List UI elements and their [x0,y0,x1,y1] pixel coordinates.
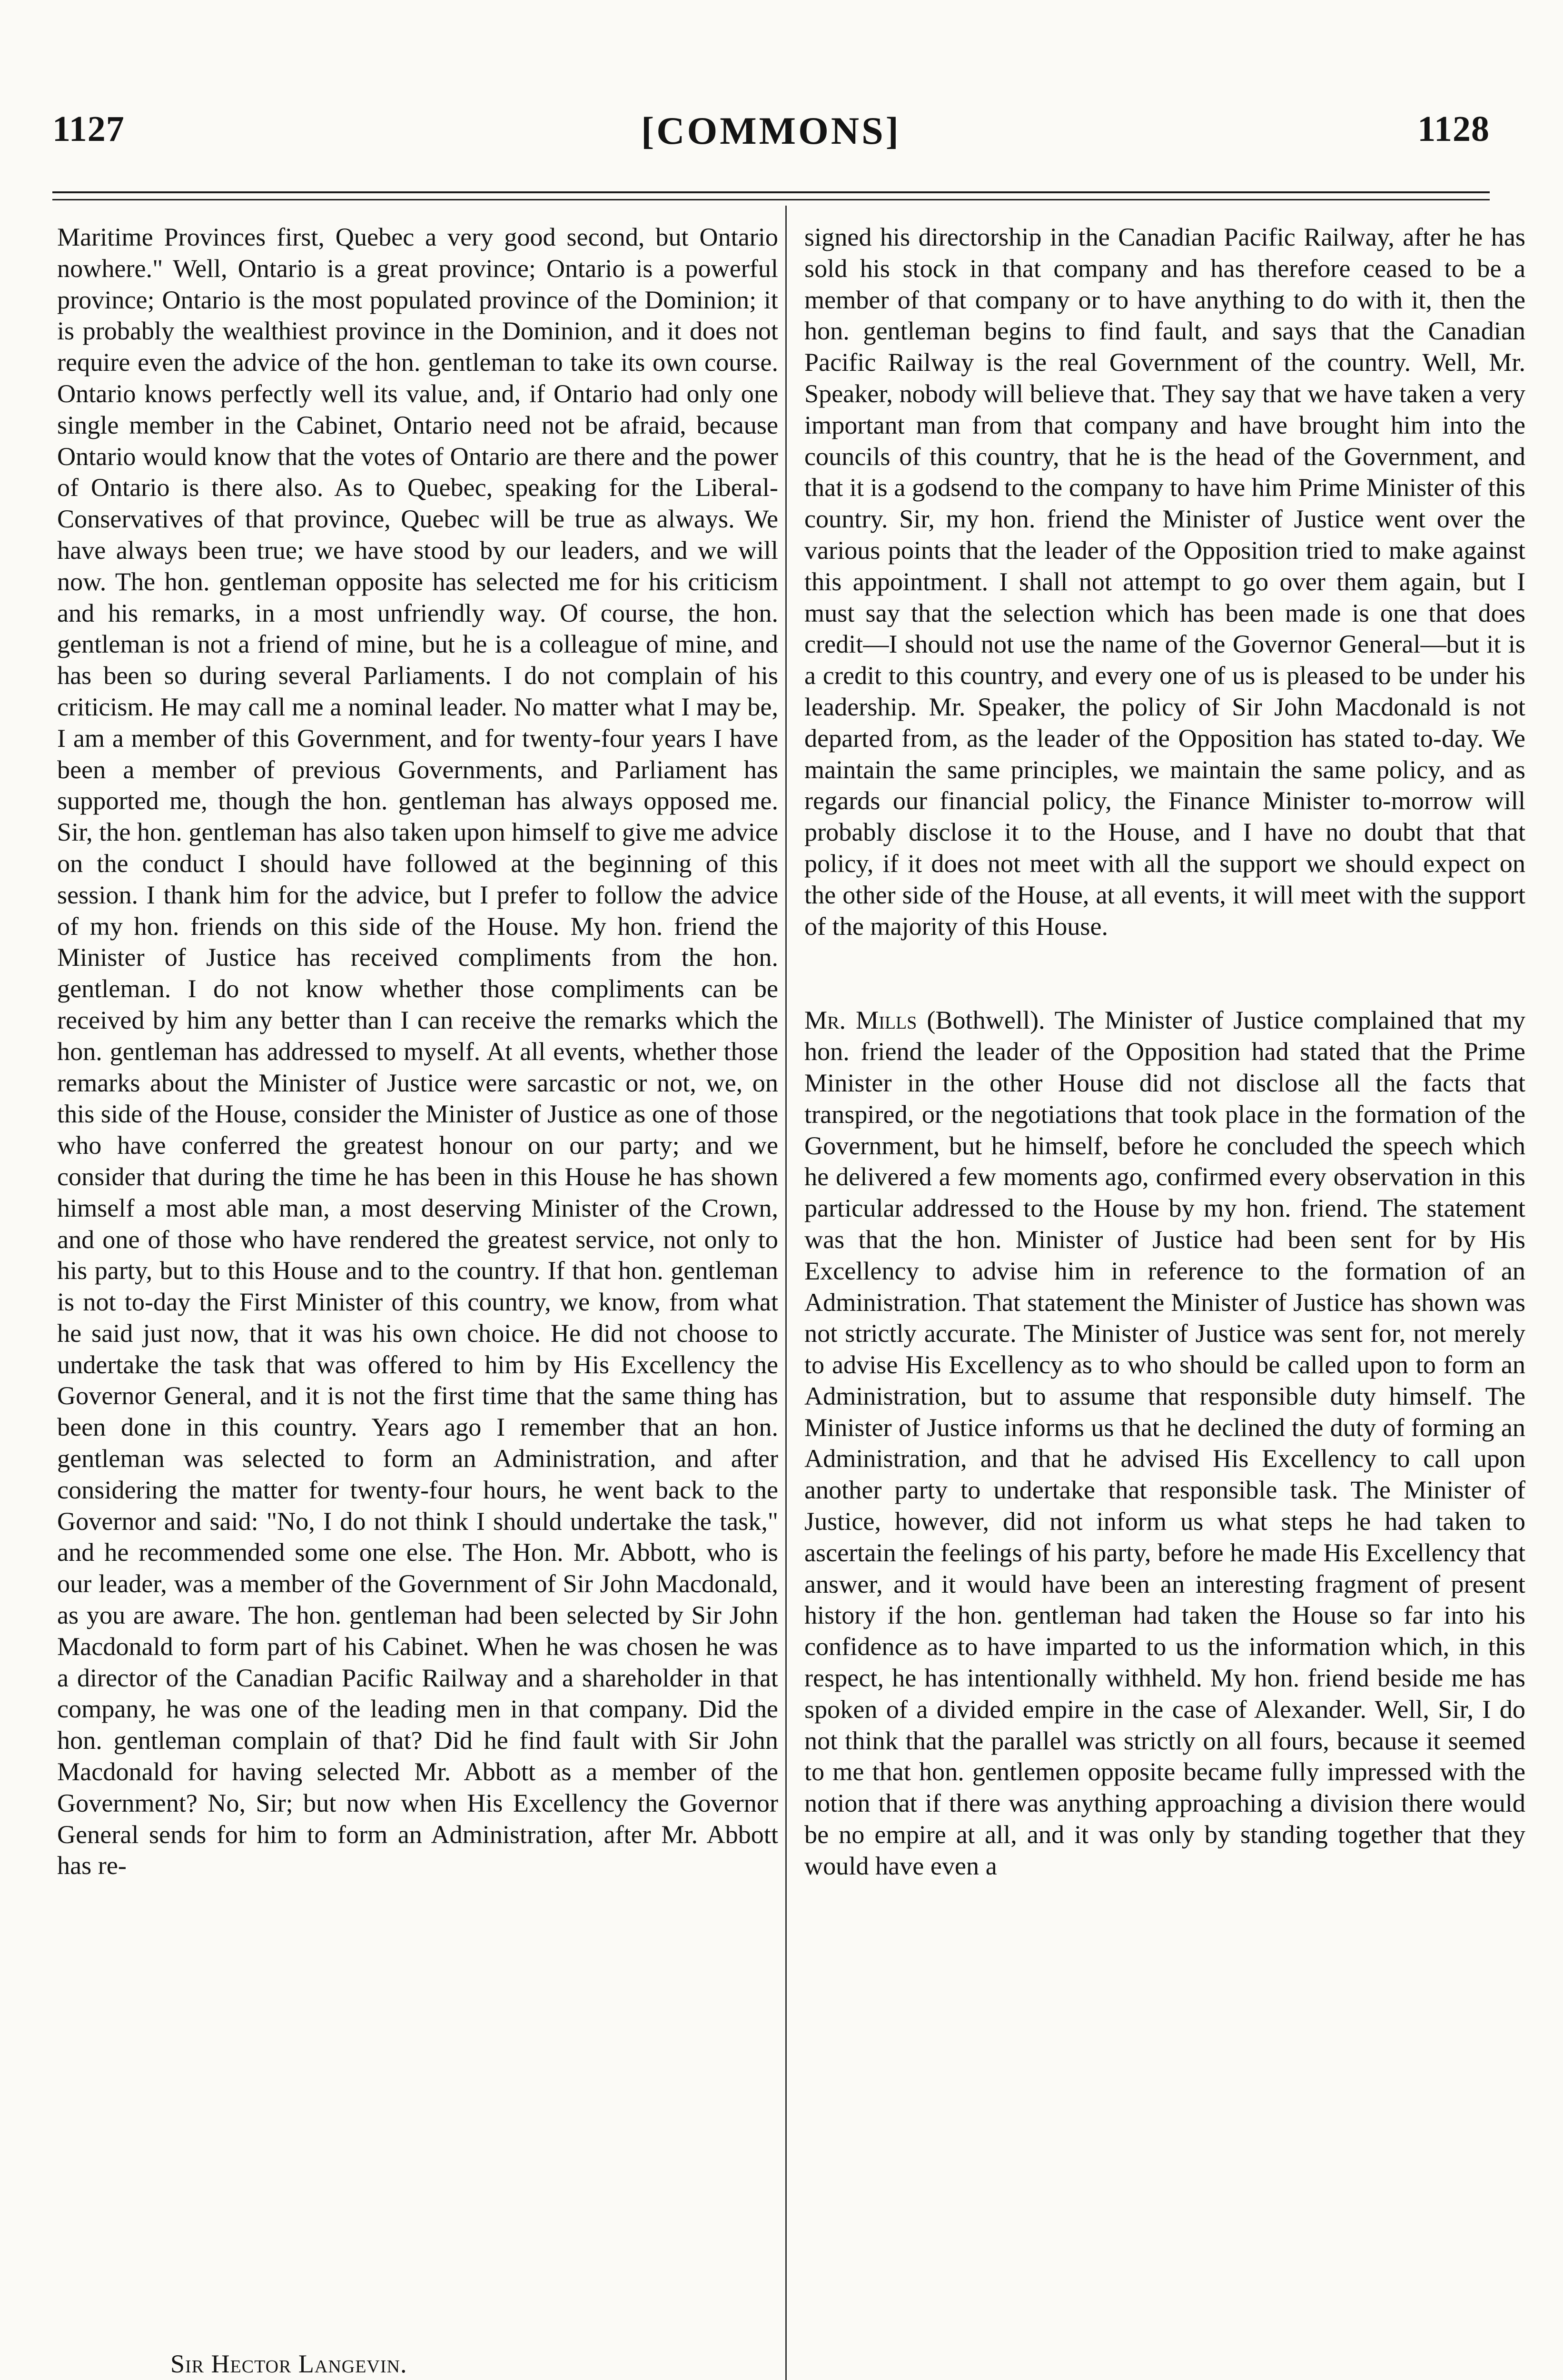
left-column-text: Maritime Provinces first, Quebec a very good second, but Ontario nowhere." Well, Ontario is a great province; Ontario is a powerful province; Ontario is the most populated province of the Dominion; it is probably the wealthiest province in the Dominion, and it does not require even the advice of the hon. gentleman to take its own course. Ontario knows perfectly well its value, and, if Ontario had only one single member in the Cabinet, Ontario need not be afraid, because Ontario would know that the votes of Ontario are there and the power of Ontario is there also. As to Quebec, speaking for the Liberal-Conservatives of that province, Quebec will be true as always. We have always been true; we have stood by our leaders, and we will now. The hon. gentleman opposite has selected me for his criticism and his remarks, in a most unfriendly way. Of course, the hon. gentleman is not a friend of mine, but he is a colleague of mine, and has been so during several Parliaments. I do not complain of his criticism. He may call me a nominal leader. No matter what I may be, I am a member of this Government, and for twenty-four years I have been a member of previous Governments, and Parliament has supported me, though the hon. gentleman has always opposed me. Sir, the hon. gentleman has also taken upon himself to give me advice on the conduct I should have followed at the beginning of this session. I thank him for the advice, but I prefer to follow the advice of my hon. friends on this side of the House. My hon. friend the Minister of Justice has received compliments from the hon. gentleman. I do not know whether those compliments can be received by him any better than I can receive the remarks which the hon. gentleman has addressed to myself. At all events, whether those remarks about the Minister of Justice were sarcastic or not, we, on this side of the House, consider the Minister of Justice as one of those who have conferred the greatest honour on our party; and we consider that during the time he has been in this House he has shown himself a most able man, a most deserving Minister of the Crown, and one of those who have rendered the greatest service, not only to his party, but to this House and to the country. If that hon. gentleman is not to-day the First Minister of this country, we know, from what he said just now, that it was his own choice. He did not choose to undertake the task that was offered to him by His Excellency the Governor General, and it is not the first time that the same thing has been done in this country. Years ago I remember that an hon. gentleman was selected to form an Administration, and after considering the matter for twenty-four hours, he went back to the Governor and said: "No, I do not think I should undertake the task," and he recommended some one else. The Hon. Mr. Abbott, who is our leader, was a member of the Government of Sir John Macdonald, as you are aware. The hon. gentleman had been selected by Sir John Macdonald to form part of his Cabinet. When he was chosen he was a director of the Canadian Pacific Railway and a shareholder in that company, he was one of the leading men in that company. Did the hon. gentleman complain of that? Did he find fault with Sir John Macdonald for having selected Mr. Abbott as a member of the Government? No, Sir; but now when His Excellency the Governor General sends for him to form an Administration, after Mr. Abbott has re- [57,223,778,1880]
speaker-signature: Sir Hector Langevin. [170,2350,407,2378]
right-page-number: 1128 [1417,109,1490,149]
header-rule [52,191,1490,193]
speech-text: (Bothwell). The Minister of Justice complained that my hon. friend the leader of the Opposition had stated that the Prime Minister in the other House did not disclose all the facts that transpired, or the negotiations that took place in the formation of the Government, but he himself, before he concluded the speech which he delivered a few moments ago, confirmed every observation in this particular addressed to the House by my hon. friend. The statement was that the hon. Minister of Justice had been sent for by His Excellency to advise him in reference to the formation of an Administration. That statement the Minister of Justice has shown was not strictly accurate. The Minister of Justice was sent for, not merely to advise His Excellency as to who should be called upon to form an Administration, but to assume that responsible duty himself. The Minister of Justice informs us that he declined the duty of forming an Administration, and that he advised His Excellency to call upon another party to undertake that responsible task. The Minister of Justice, however, did not inform us what steps he had taken to ascertain the feelings of his party, before he made His Excellency that answer, and it would have been an interesting fragment of present history if the hon. gentleman had taken the House so far into his confidence as to have imparted to us the information which, in this respect, he has intentionally withheld. My hon. friend beside me has spoken of a divided empire in the case of Alexander. Well, Sir, I do not think that the parallel was strictly on all fours, because it seemed to me that hon. gentlemen opposite became fully impressed with the notion that if there was anything approaching a division there would be no empire at all, and it was only by standing together that they would have even a [804,1006,1526,1880]
page-title: [COMMONS] [641,109,901,152]
column-divider [785,206,787,2380]
right-column [804,222,1525,1882]
speaker-name: Mr. Mills [804,1006,917,1035]
right-column-paragraph: signed his directorship in the Canadian Pacific Railway, after he has sold his stock in that company and has therefore ceased to be a member of that company or to have anything to do with it, then the hon. gentleman begins to find fault, and says that the Canadian Pacific Railway is the real Government of the country. Well, Mr. Speaker, nobody will believe that. They say that we have taken a very important man from that company and have brought him into the councils of this country, that he is the head of the Government, and that it is a godsend to the company to have him Prime Minister of this country. Sir, my hon. friend the Minister of Justice went over the various points that the leader of the Opposition tried to make against this appointment. I shall not attempt to go over them again, but I must say that the selection which has been made is one that does credit—I should not use the name of the Governor General—but it is a credit to this country, and every one of us is pleased to be under his leadership. Mr. Speaker, the policy of Sir John Macdonald is not departed from, as the leader of the Opposition has stated to-day. We maintain the same principles, we maintain the same policy, and as regards our financial policy, the Finance Minister to-morrow will probably disclose it to the House, and I have no doubt that that policy, if it does not meet with all the support we should expect on the other side of the House, at all events, it will meet with the support of the majority of this House. [804,223,1525,941]
right-column-paragraph-mills [804,1005,1525,1882]
page-header [52,109,1490,161]
left-page-number: 1127 [52,109,125,149]
header-rule-thin [52,199,1490,200]
left-column [57,222,778,1882]
